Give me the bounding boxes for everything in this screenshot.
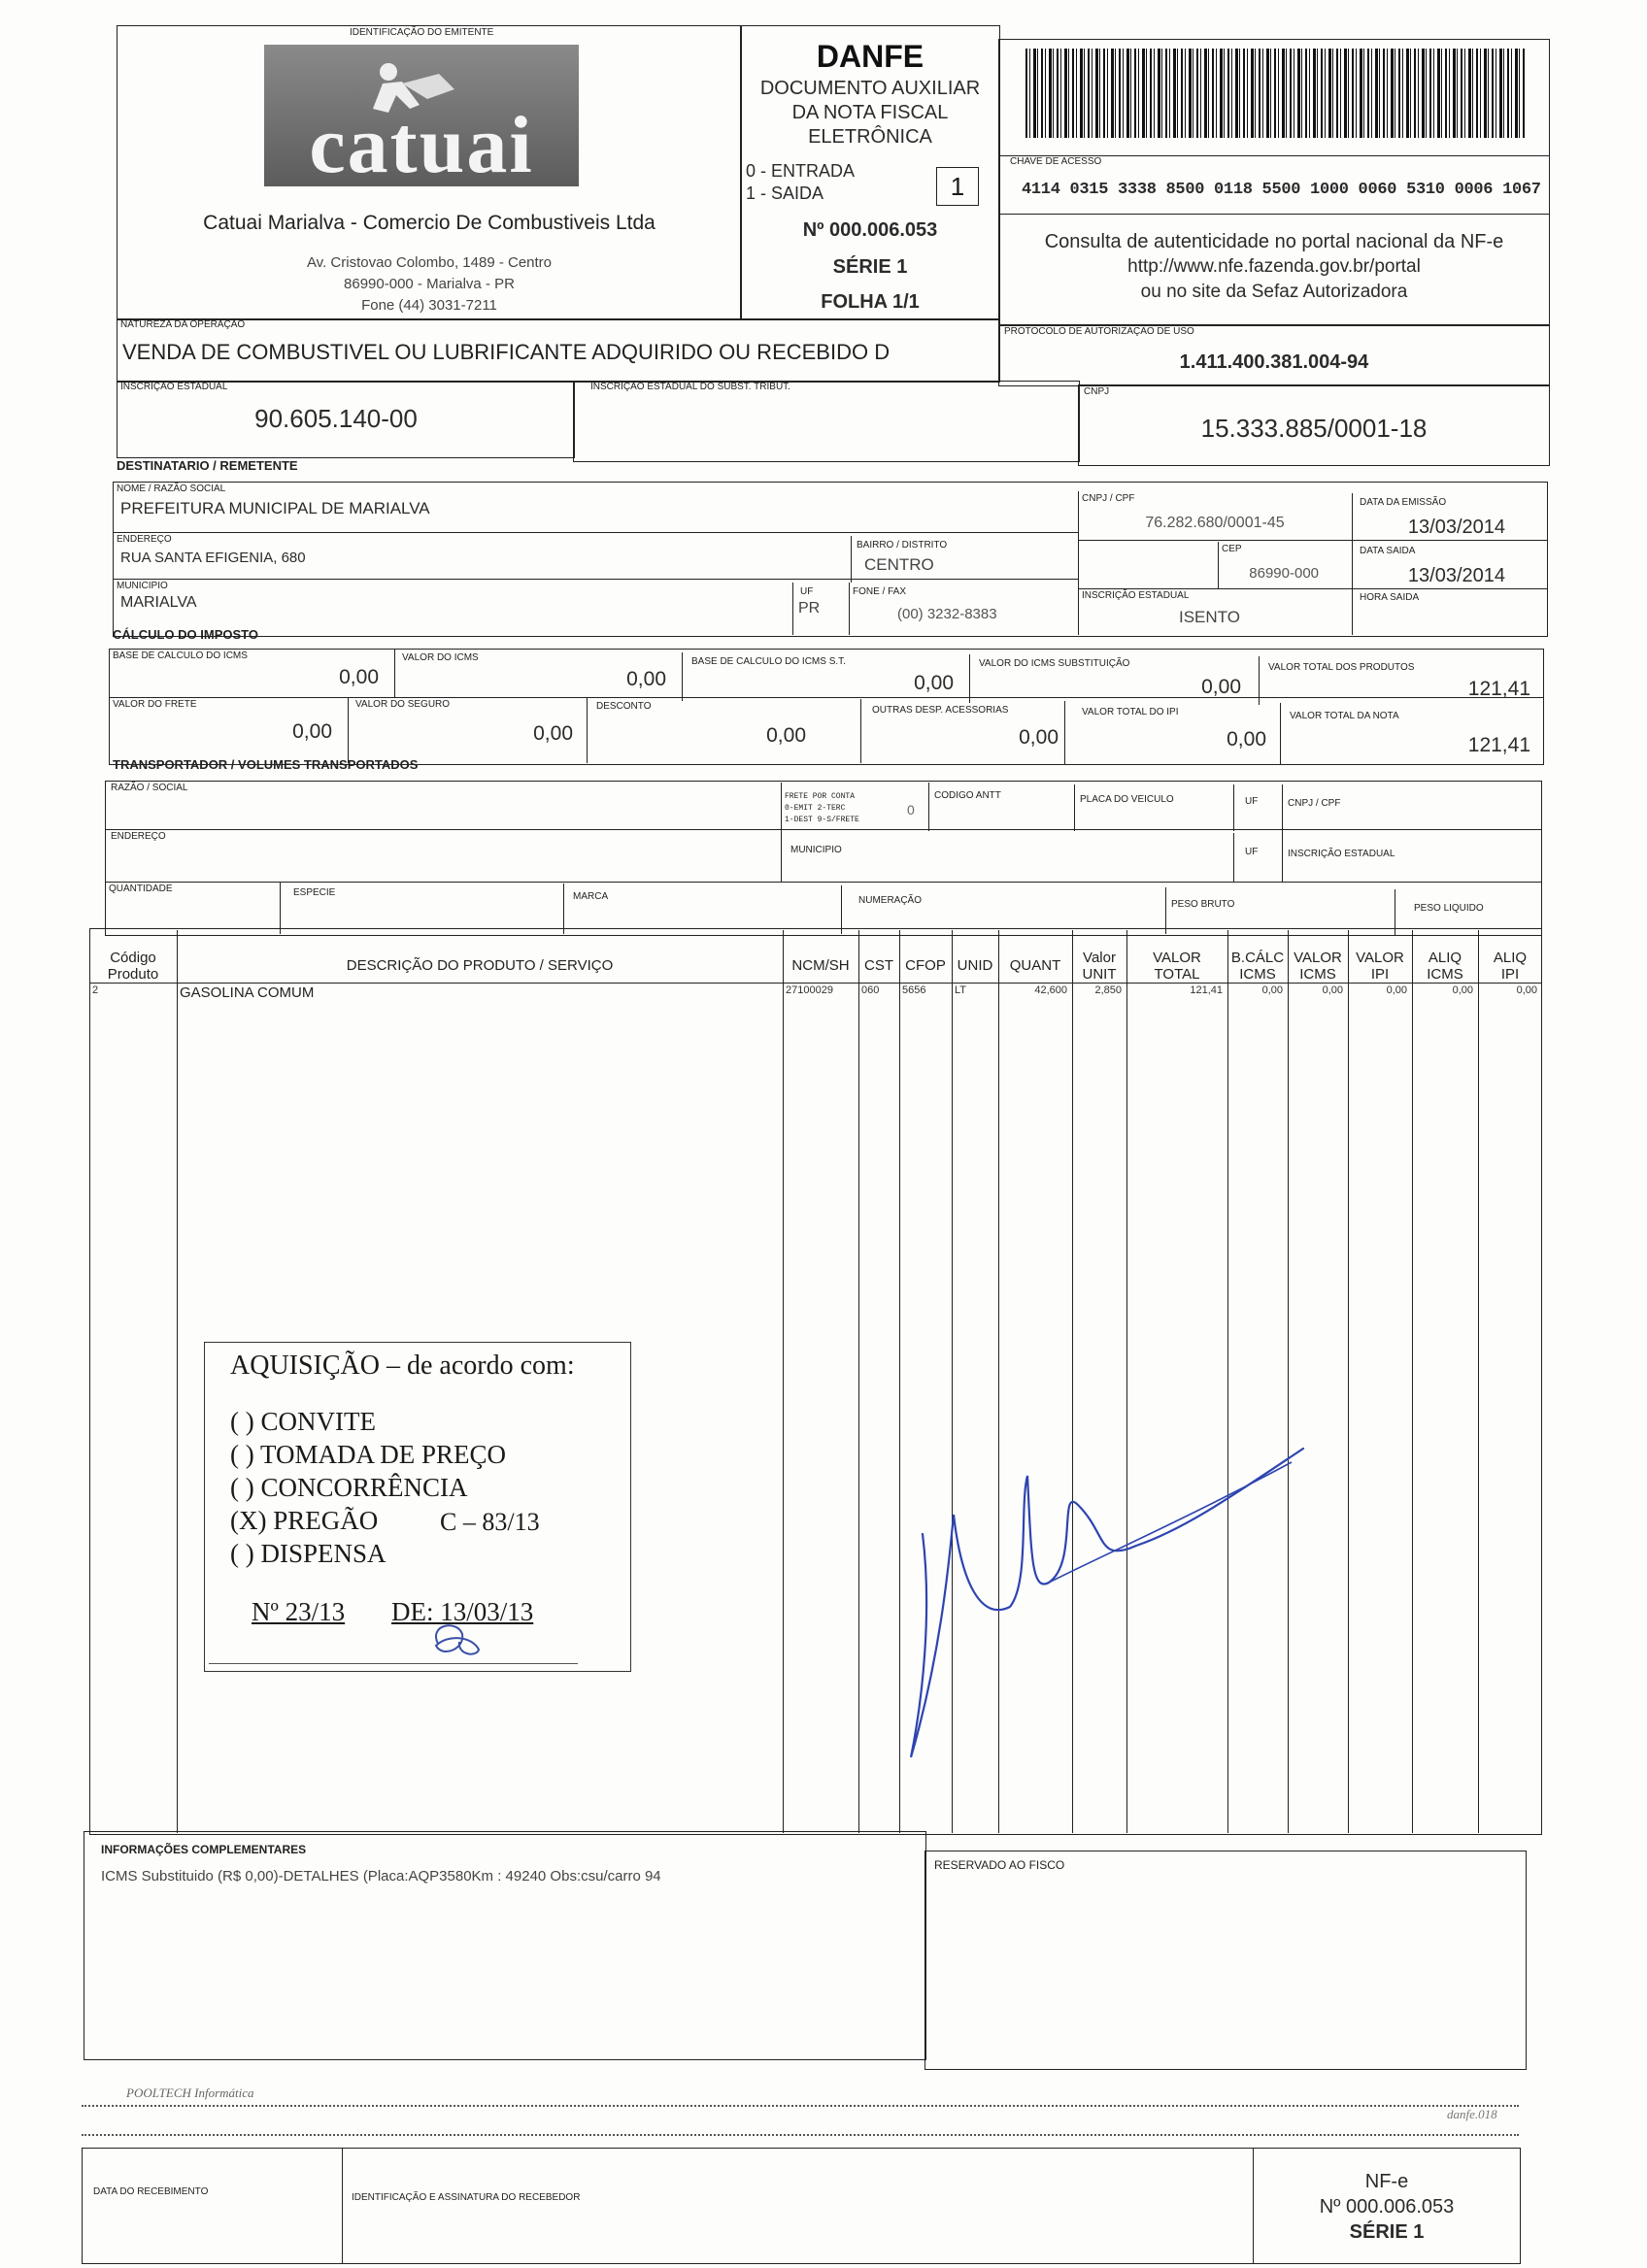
produtos-header-cst: CST bbox=[864, 957, 893, 974]
dest-municipio: MARIALVA bbox=[120, 594, 197, 611]
dest-endereco-label: ENDEREÇO bbox=[117, 534, 172, 545]
emitente-label: IDENTIFICAÇÃO DO EMITENTE bbox=[350, 27, 494, 38]
fisco-box bbox=[924, 1851, 1527, 2070]
protocolo-label: PROTOCOLO DE AUTORIZAÇÃO DE USO bbox=[1004, 326, 1194, 337]
imposto-icms-label: VALOR DO ICMS bbox=[402, 652, 479, 663]
transp-municipio-label: MUNICIPIO bbox=[790, 845, 842, 855]
produtos-cell-cfop: 5656 bbox=[902, 984, 926, 996]
produtos-cell-bcalc: 0,00 bbox=[1261, 984, 1283, 996]
produtos-header-aliqipi: ALIQ IPI bbox=[1493, 950, 1528, 983]
imposto-icms-st-value: 0,00 bbox=[1201, 676, 1241, 698]
dest-ie-label: INSCRIÇÃO ESTADUAL bbox=[1082, 590, 1190, 601]
danfe-serie: SÉRIE 1 bbox=[832, 256, 908, 278]
danfe-subtitle-1: DOCUMENTO AUXILIAR bbox=[759, 78, 981, 99]
footer-serie: SÉRIE 1 bbox=[1349, 2221, 1425, 2243]
transp-frete-line-2: 0-EMIT 2-TERC bbox=[785, 804, 846, 813]
produtos-header-vtotal: VALOR TOTAL bbox=[1153, 950, 1201, 983]
imposto-ipi-value: 0,00 bbox=[1227, 728, 1266, 750]
imposto-seguro-value: 0,00 bbox=[533, 722, 573, 745]
dest-ie: ISENTO bbox=[1179, 608, 1240, 626]
imposto-total-prod-label: VALOR TOTAL DOS PRODUTOS bbox=[1268, 662, 1415, 673]
dest-cnpj-label: CNPJ / CPF bbox=[1082, 493, 1135, 504]
info-label: INFORMAÇÕES COMPLEMENTARES bbox=[101, 1843, 307, 1856]
stamp-data: DE: 13/03/13 bbox=[391, 1597, 534, 1626]
transp-placa-label: PLACA DO VEICULO bbox=[1080, 794, 1174, 805]
produtos-cell-codigo: 2 bbox=[92, 984, 99, 996]
consulta-line-2: http://www.nfe.fazenda.gov.br/portal bbox=[1127, 256, 1421, 277]
transp-cnpj-label: CNPJ / CPF bbox=[1288, 798, 1341, 809]
imposto-base-label: BASE DE CALCULO DO ICMS bbox=[113, 650, 248, 661]
protocolo-value: 1.411.400.381.004-94 bbox=[1179, 351, 1369, 373]
transp-qtd-label: QUANTIDADE bbox=[109, 884, 173, 894]
consulta-line-3: ou no site da Sefaz Autorizadora bbox=[1140, 282, 1408, 302]
danfe-title: DANFE bbox=[816, 39, 924, 74]
danfe-saida: 1 - SAIDA bbox=[746, 183, 824, 203]
emitente-cep-city: 86990-000 - Marialva - PR bbox=[344, 276, 515, 292]
emitente-phone: Fone (44) 3031-7211 bbox=[361, 297, 497, 314]
produtos-cell-vicms: 0,00 bbox=[1322, 984, 1343, 996]
dest-saida: 13/03/2014 bbox=[1407, 565, 1505, 586]
identificacao-label: IDENTIFICAÇÃO E ASSINATURA DO RECEBEDOR bbox=[352, 2192, 581, 2203]
stamp-line-4-code: C – 83/13 bbox=[440, 1508, 540, 1536]
produtos-cell-vipi: 0,00 bbox=[1386, 984, 1407, 996]
produtos-col-divider bbox=[899, 930, 900, 1833]
danfe-subtitle-3: ELETRÔNICA bbox=[808, 126, 932, 148]
transp-frete-line-3: 1-DEST 9-S/FRETE bbox=[785, 816, 859, 824]
info-value: ICMS Substituido (R$ 0,00)-DETALHES (Placa:AQP3580Km : 49240 Obs:csu/carro 94 bbox=[101, 1868, 661, 1884]
produtos-col-divider bbox=[1348, 930, 1349, 1833]
produtos-header-aliqicms: ALIQ ICMS bbox=[1427, 950, 1463, 983]
dest-nome: PREFEITURA MUNICIPAL DE MARIALVA bbox=[120, 499, 430, 517]
recebimento-label: DATA DO RECEBIMENTO bbox=[93, 2186, 209, 2197]
stamp-line-2: ( ) TOMADA DE PREÇO bbox=[230, 1440, 507, 1469]
produtos-col-divider bbox=[177, 930, 178, 1833]
imposto-seguro-label: VALOR DO SEGURO bbox=[355, 699, 451, 710]
company-logo bbox=[264, 45, 579, 190]
destinatario-section: DESTINATARIO / REMETENTE bbox=[117, 458, 298, 473]
transp-antt-label: CODIGO ANTT bbox=[934, 790, 1001, 801]
produtos-header-vipi: VALOR IPI bbox=[1356, 950, 1404, 983]
transp-frete-value: 0 bbox=[907, 802, 915, 817]
produtos-header-vicms: VALOR ICMS bbox=[1294, 950, 1342, 983]
transp-endereco-label: ENDEREÇO bbox=[111, 831, 166, 842]
dest-municipio-label: MUNICIPIO bbox=[117, 581, 168, 591]
ie-st-box bbox=[573, 381, 1080, 462]
produtos-cell-cst: 060 bbox=[861, 984, 880, 996]
dest-nome-label: NOME / RAZÃO SOCIAL bbox=[117, 484, 226, 494]
transp-bruto-label: PESO BRUTO bbox=[1171, 899, 1235, 910]
cnpj-label: CNPJ bbox=[1084, 386, 1110, 397]
dest-endereco: RUA SANTA EFIGENIA, 680 bbox=[120, 550, 306, 566]
produtos-header-cfop: CFOP bbox=[905, 957, 946, 974]
dest-bairro-label: BAIRRO / DISTRITO bbox=[857, 540, 948, 550]
imposto-base-value: 0,00 bbox=[339, 666, 379, 688]
transp-ie-label: INSCRIÇÃO ESTADUAL bbox=[1288, 849, 1395, 859]
danfe-subtitle-2: DA NOTA FISCAL bbox=[791, 102, 949, 123]
chave-label: CHAVE DE ACESSO bbox=[1010, 156, 1102, 167]
dest-cep: 86990-000 bbox=[1249, 565, 1319, 582]
transp-marca-label: MARCA bbox=[573, 891, 609, 902]
dest-bairro: CENTRO bbox=[864, 555, 934, 574]
stamp-initials-icon bbox=[419, 1615, 496, 1663]
software-credit: POOLTECH Informática bbox=[126, 2085, 254, 2100]
footer-nfe: NF-e bbox=[1364, 2171, 1409, 2192]
stamp-line-1: ( ) CONVITE bbox=[230, 1407, 376, 1436]
dest-fone-label: FONE / FAX bbox=[853, 586, 907, 597]
danfe-folha: FOLHA 1/1 bbox=[821, 291, 920, 313]
stamp-line-3: ( ) CONCORRÊNCIA bbox=[230, 1473, 468, 1502]
emitente-address: Av. Cristovao Colombo, 1489 - Centro bbox=[306, 254, 553, 271]
emitente-name: Catuai Marialva - Comercio De Combustiveis Ltda bbox=[203, 212, 655, 234]
produtos-col-divider bbox=[1412, 930, 1413, 1833]
imposto-total-nota-label: VALOR TOTAL DA NOTA bbox=[1290, 711, 1399, 721]
imposto-desconto-label: DESCONTO bbox=[596, 701, 652, 712]
natureza-label: NATUREZA DA OPERAÇÃO bbox=[120, 319, 246, 330]
danfe-numero: Nº 000.006.053 bbox=[802, 219, 938, 241]
danfe-tipo-box: 1 bbox=[936, 167, 979, 206]
dest-fone: (00) 3232-8383 bbox=[897, 606, 997, 622]
produtos-cell-descricao: GASOLINA COMUM bbox=[180, 984, 315, 1001]
produtos-header-ncm: NCM/SH bbox=[791, 957, 850, 974]
cnpj-value: 15.333.885/0001-18 bbox=[1200, 414, 1428, 443]
imposto-ipi-label: VALOR TOTAL DO IPI bbox=[1082, 707, 1179, 717]
transp-uf2-label: UF bbox=[1245, 847, 1259, 857]
barcode bbox=[1025, 49, 1525, 138]
produtos-header-descricao: DESCRIÇÃO DO PRODUTO / SERVIÇO bbox=[346, 957, 614, 974]
transp-especie-label: ESPECIE bbox=[293, 887, 336, 898]
produtos-cell-vtotal: 121,41 bbox=[1190, 984, 1223, 996]
imposto-icms-value: 0,00 bbox=[626, 668, 666, 690]
produtos-header-quant: QUANT bbox=[1009, 957, 1061, 974]
produtos-col-divider bbox=[1478, 930, 1479, 1833]
signature-icon bbox=[903, 1437, 1311, 1767]
imposto-outras-value: 0,00 bbox=[1019, 726, 1059, 749]
stamp-line-5: ( ) DISPENSA bbox=[230, 1539, 387, 1568]
imposto-outras-label: OUTRAS DESP. ACESSORIAS bbox=[872, 705, 1009, 716]
produtos-cell-unid: LT bbox=[955, 984, 967, 996]
imposto-desconto-value: 0,00 bbox=[766, 724, 806, 747]
imposto-icms-st-label: VALOR DO ICMS SUBSTITUIÇÃO bbox=[979, 658, 1130, 669]
produtos-header-bcalc: B.CÁLC ICMS bbox=[1230, 950, 1285, 983]
stamp-line-4: (X) PREGÃO bbox=[230, 1506, 379, 1535]
transp-frete-line-1: FRETE POR CONTA bbox=[785, 792, 856, 801]
danfe-code: danfe.018 bbox=[1447, 2107, 1497, 2121]
imposto-total-nota-value: 121,41 bbox=[1467, 734, 1530, 756]
imposto-total-prod-value: 121,41 bbox=[1467, 678, 1530, 700]
dest-emissao-label: DATA DA EMISSÃO bbox=[1360, 497, 1447, 508]
dest-emissao: 13/03/2014 bbox=[1407, 517, 1505, 538]
produtos-col-divider bbox=[858, 930, 859, 1833]
dest-uf-label: UF bbox=[800, 586, 814, 597]
transp-numeracao-label: NUMERAÇÃO bbox=[858, 895, 923, 906]
chave-value: 4114 0315 3338 8500 0118 5500 1000 0060 5310 0006 1067 bbox=[1022, 181, 1541, 199]
stamp-numero: Nº 23/13 bbox=[252, 1597, 346, 1626]
imposto-frete-label: VALOR DO FRETE bbox=[113, 699, 197, 710]
info-box bbox=[84, 1831, 926, 2060]
dest-cep-label: CEP bbox=[1222, 544, 1242, 554]
produtos-header-codigo: Código Produto bbox=[107, 950, 159, 983]
danfe-entrada: 0 - ENTRADA bbox=[746, 161, 856, 181]
logo-text: catuai bbox=[309, 100, 534, 190]
produtos-cell-quant: 42,600 bbox=[1034, 984, 1067, 996]
imposto-base-st-value: 0,00 bbox=[914, 672, 954, 694]
aquisicao-stamp bbox=[204, 1342, 631, 1672]
imposto-frete-value: 0,00 bbox=[292, 720, 332, 743]
transp-uf-label: UF bbox=[1245, 796, 1259, 807]
dest-hora-label: HORA SAIDA bbox=[1360, 592, 1420, 603]
dest-uf: PR bbox=[798, 600, 821, 617]
natureza-value: VENDA DE COMBUSTIVEL OU LUBRIFICANTE ADQUIRIDO OU RECEBIDO D bbox=[122, 340, 891, 364]
imposto-section: CÁLCULO DO IMPOSTO bbox=[113, 627, 258, 642]
produtos-cell-aliqicms: 0,00 bbox=[1452, 984, 1473, 996]
consulta-line-1: Consulta de autenticidade no portal nacional da NF-e bbox=[1044, 231, 1504, 252]
produtos-header-vunit: Valor UNIT bbox=[1082, 950, 1117, 983]
produtos-cell-aliqipi: 0,00 bbox=[1516, 984, 1537, 996]
dest-cnpj: 76.282.680/0001-45 bbox=[1145, 515, 1285, 531]
stamp-title: AQUISIÇÃO – de acordo com: bbox=[230, 1351, 575, 1381]
produtos-header-unid: UNID bbox=[957, 957, 993, 974]
imposto-base-st-label: BASE DE CALCULO DO ICMS S.T. bbox=[691, 656, 846, 667]
ie-st-label: INSCRIÇÃO ESTADUAL DO SUBST. TRIBUT. bbox=[590, 382, 790, 392]
ie-value: 90.605.140-00 bbox=[254, 404, 418, 433]
produtos-col-divider bbox=[783, 930, 784, 1833]
dest-saida-label: DATA SAIDA bbox=[1360, 546, 1416, 556]
produtos-cell-ncm: 27100029 bbox=[786, 984, 833, 996]
fisco-label: RESERVADO AO FISCO bbox=[934, 1858, 1065, 1872]
footer-numero: Nº 000.006.053 bbox=[1319, 2196, 1455, 2218]
transp-razao-label: RAZÃO / SOCIAL bbox=[111, 783, 188, 793]
produtos-cell-vunit: 2,850 bbox=[1094, 984, 1122, 996]
transportador-section: TRANSPORTADOR / VOLUMES TRANSPORTADOS bbox=[113, 757, 419, 772]
transp-liquido-label: PESO LIQUIDO bbox=[1414, 903, 1484, 914]
ie-label: INSCRIÇÃO ESTADUAL bbox=[120, 382, 228, 392]
